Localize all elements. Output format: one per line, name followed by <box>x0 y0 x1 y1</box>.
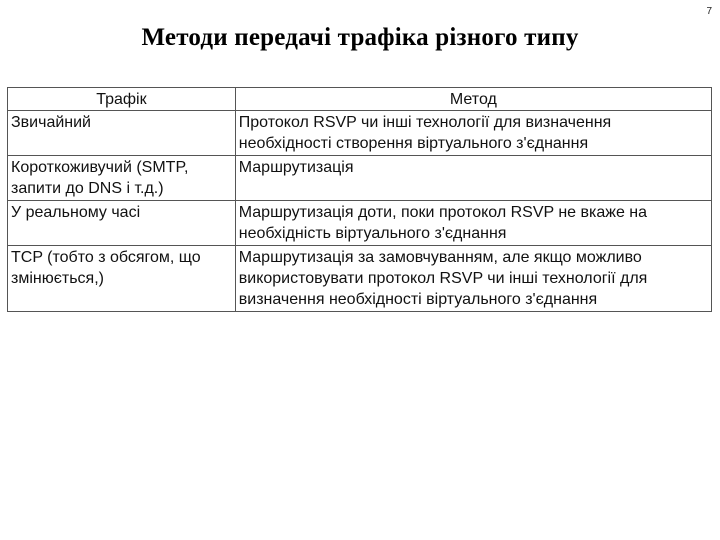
traffic-cell: Звичайний <box>8 111 236 156</box>
method-cell: Маршрутизація за замовчуванням, але якщо можливо використовувати протокол RSVP чи інші технології для визначення необхідності віртуального з'єднання <box>235 246 711 312</box>
method-cell: Маршрутизація доти, поки протокол RSVP не вкаже на необхідність віртуального з'єднання <box>235 201 711 246</box>
methods-table <box>7 87 712 312</box>
table-row <box>8 201 712 246</box>
table-header-row <box>8 88 712 111</box>
traffic-cell: TCP (тобто з обсягом, що змінюється,) <box>8 246 236 312</box>
page-number: 7 <box>706 6 712 17</box>
traffic-cell: У реальному часі <box>8 201 236 246</box>
table-row <box>8 156 712 201</box>
table-row <box>8 246 712 312</box>
traffic-cell: Короткоживучий (SMTP, запити до DNS і т.д.) <box>8 156 236 201</box>
method-cell: Маршрутизація <box>235 156 711 201</box>
header-method: Метод <box>235 88 711 111</box>
table-row <box>8 111 712 156</box>
method-cell: Протокол RSVP чи інші технології для визначення необхідності створення віртуального з'єднання <box>235 111 711 156</box>
header-traffic: Трафік <box>8 88 236 111</box>
slide-title: Методи передачі трафіка різного типу <box>141 24 579 51</box>
